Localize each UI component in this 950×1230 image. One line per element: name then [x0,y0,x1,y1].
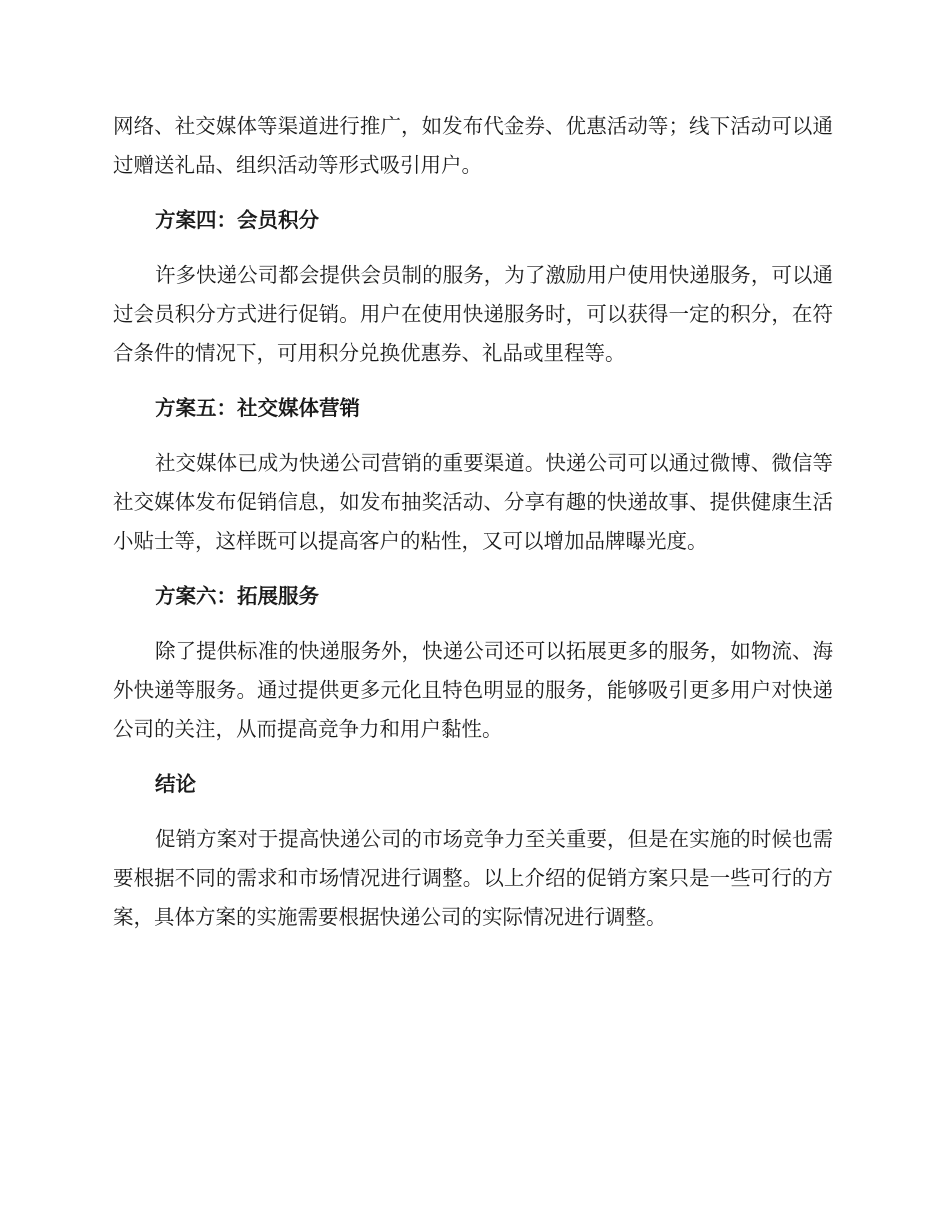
section-heading-conclusion: 结论 [155,772,196,796]
document-content [113,107,833,953]
section-body-conclusion: 促销方案对于提高快递公司的市场竞争力至关重要，但是在实施的时候也需要根据不同的需求和市场情况进行调整。以上介绍的促销方案只是一些可行的方案，具体方案的实施需要根据快递公司的实际情况进行调整。 [113,827,833,929]
intro-continuation-paragraph: 网络、社交媒体等渠道进行推广，如发布代金券、优惠活动等；线下活动可以通过赠送礼品、组织活动等形式吸引用户。 [113,114,833,177]
section-body-plan-five: 社交媒体已成为快递公司营销的重要渠道。快递公司可以通过微博、微信等社交媒体发布促销信息，如发布抽奖活动、分享有趣的快递故事、提供健康生活小贴士等，这样既可以提高客户的粘性，又可以增加品牌曝光度。 [113,451,833,553]
section-heading-plan-four: 方案四：会员积分 [155,208,319,232]
section-heading-plan-five: 方案五：社交媒体营销 [155,396,360,420]
section-body-plan-four: 许多快递公司都会提供会员制的服务，为了激励用户使用快递服务，可以通过会员积分方式进行促销。用户在使用快递服务时，可以获得一定的积分，在符合条件的情况下，可用积分兑换优惠券、礼品或里程等。 [113,263,833,365]
section-heading-plan-six: 方案六：拓展服务 [155,584,319,608]
section-body-plan-six: 除了提供标准的快递服务外，快递公司还可以拓展更多的服务，如物流、海外快递等服务。通过提供更多元化且特色明显的服务，能够吸引更多用户对快递公司的关注，从而提高竞争力和用户黏性。 [113,639,833,741]
